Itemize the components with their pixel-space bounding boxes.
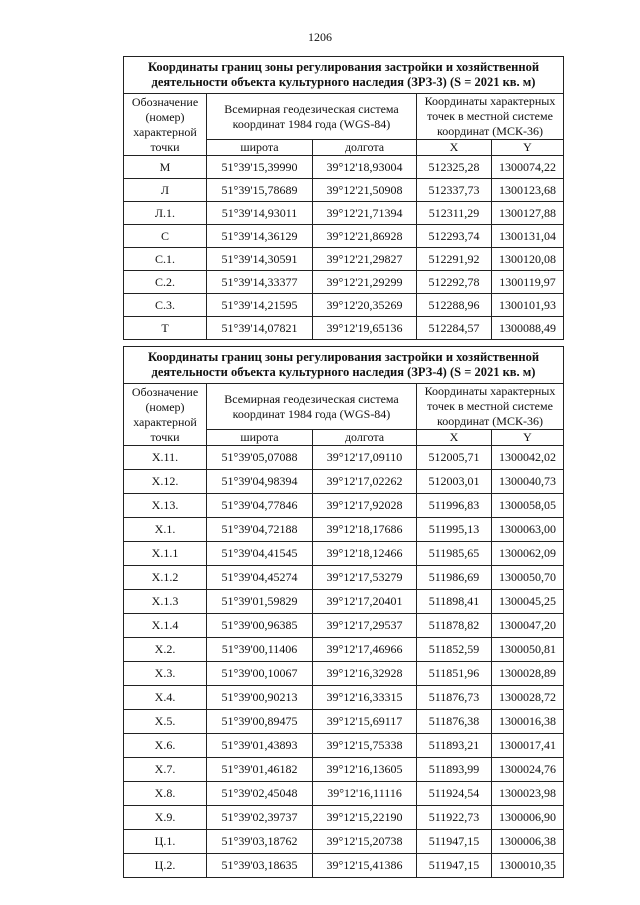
longitude-cell: 39°12'18,93004 [313,156,417,179]
latitude-cell: 51°39'14,30591 [207,248,313,271]
point-id-cell: Х.5. [124,710,207,734]
x-coordinate-cell: 512291,92 [417,248,492,271]
longitude-cell: 39°12'21,29827 [313,248,417,271]
table-row [124,758,564,782]
point-id-cell: С.3. [124,294,207,317]
point-id-cell: Х.1.3 [124,590,207,614]
y-coordinate-cell: 1300042,02 [492,446,564,470]
table-row [124,294,564,317]
point-id-cell: Х.6. [124,734,207,758]
point-id-cell: Х.1.1 [124,542,207,566]
longitude-column-header: долгота [313,430,417,446]
table-row [124,470,564,494]
longitude-column-header: долгота [313,140,417,156]
longitude-cell: 39°12'15,69117 [313,710,417,734]
x-coordinate-cell: 511986,69 [417,566,492,590]
longitude-cell: 39°12'20,35269 [313,294,417,317]
x-coordinate-cell: 512005,71 [417,446,492,470]
point-id-cell: Х.7. [124,758,207,782]
point-id-cell: Х.9. [124,806,207,830]
table-row [124,614,564,638]
table-row [124,854,564,878]
y-coordinate-cell: 1300063,00 [492,518,564,542]
table-row [124,806,564,830]
x-coordinate-cell: 511985,65 [417,542,492,566]
table-row [124,225,564,248]
latitude-cell: 51°39'03,18762 [207,830,313,854]
latitude-cell: 51°39'05,07088 [207,446,313,470]
table-title: Координаты границ зоны регулирования застройки и хозяйственной деятельности объекта культурного наследия (ЗРЗ-4) (S = 2021 кв. м) [124,347,564,384]
x-coordinate-cell: 512325,28 [417,156,492,179]
y-coordinate-cell: 1300006,38 [492,830,564,854]
x-coordinate-cell: 511893,21 [417,734,492,758]
table-row [124,179,564,202]
x-coordinate-cell: 512293,74 [417,225,492,248]
x-coordinate-cell: 511947,15 [417,830,492,854]
y-coordinate-cell: 1300028,72 [492,686,564,710]
table-row [124,686,564,710]
local-column-header: Координаты характерных точек в местной системе координат (МСК-36) [417,384,564,430]
x-column-header: X [417,430,492,446]
y-coordinate-cell: 1300120,08 [492,248,564,271]
local-column-header: Координаты характерных точек в местной системе координат (МСК-36) [417,94,564,140]
point-id-cell: Х.3. [124,662,207,686]
coordinates-table-zrz4 [123,346,564,878]
latitude-cell: 51°39'04,45274 [207,566,313,590]
longitude-cell: 39°12'17,09110 [313,446,417,470]
point-column-header: Обозначение (номер) характерной точки [124,384,207,446]
longitude-cell: 39°12'21,71394 [313,202,417,225]
y-coordinate-cell: 1300123,68 [492,179,564,202]
point-id-cell: С [124,225,207,248]
point-id-cell: Т [124,317,207,340]
latitude-cell: 51°39'04,72188 [207,518,313,542]
point-id-cell: Х.1.2 [124,566,207,590]
point-id-cell: Х.2. [124,638,207,662]
x-column-header: X [417,140,492,156]
y-coordinate-cell: 1300017,41 [492,734,564,758]
latitude-cell: 51°39'00,96385 [207,614,313,638]
y-coordinate-cell: 1300047,20 [492,614,564,638]
longitude-cell: 39°12'17,20401 [313,590,417,614]
latitude-cell: 51°39'00,89475 [207,710,313,734]
point-id-cell: Ц.1. [124,830,207,854]
x-coordinate-cell: 512284,57 [417,317,492,340]
table-row [124,542,564,566]
point-id-cell: Х.12. [124,470,207,494]
y-coordinate-cell: 1300023,98 [492,782,564,806]
table-row [124,271,564,294]
longitude-cell: 39°12'15,22190 [313,806,417,830]
table-row [124,317,564,340]
latitude-cell: 51°39'00,90213 [207,686,313,710]
longitude-cell: 39°12'17,53279 [313,566,417,590]
x-coordinate-cell: 511893,99 [417,758,492,782]
longitude-cell: 39°12'19,65136 [313,317,417,340]
latitude-cell: 51°39'00,10067 [207,662,313,686]
y-coordinate-cell: 1300006,90 [492,806,564,830]
table-row [124,662,564,686]
x-coordinate-cell: 511898,41 [417,590,492,614]
table-row [124,494,564,518]
latitude-cell: 51°39'14,07821 [207,317,313,340]
point-id-cell: Ц.2. [124,854,207,878]
longitude-cell: 39°12'17,92028 [313,494,417,518]
latitude-cell: 51°39'03,18635 [207,854,313,878]
longitude-cell: 39°12'15,75338 [313,734,417,758]
y-coordinate-cell: 1300050,70 [492,566,564,590]
y-coordinate-cell: 1300050,81 [492,638,564,662]
wgs-column-header: Всемирная геодезическая система координат 1984 года (WGS-84) [207,94,417,140]
longitude-cell: 39°12'21,50908 [313,179,417,202]
x-coordinate-cell: 511995,13 [417,518,492,542]
x-coordinate-cell: 511996,83 [417,494,492,518]
longitude-cell: 39°12'16,33315 [313,686,417,710]
point-id-cell: Х.1.4 [124,614,207,638]
x-coordinate-cell: 511878,82 [417,614,492,638]
x-coordinate-cell: 512292,78 [417,271,492,294]
table-row [124,734,564,758]
table-row [124,248,564,271]
point-id-cell: С.2. [124,271,207,294]
latitude-cell: 51°39'04,98394 [207,470,313,494]
point-id-cell: Х.11. [124,446,207,470]
y-coordinate-cell: 1300040,73 [492,470,564,494]
x-coordinate-cell: 512003,01 [417,470,492,494]
page-number: 1206 [308,30,332,44]
latitude-cell: 51°39'15,78689 [207,179,313,202]
table-row [124,710,564,734]
y-coordinate-cell: 1300058,05 [492,494,564,518]
point-id-cell: Х.8. [124,782,207,806]
longitude-cell: 39°12'17,46966 [313,638,417,662]
x-coordinate-cell: 511876,73 [417,686,492,710]
x-coordinate-cell: 511876,38 [417,710,492,734]
x-coordinate-cell: 512337,73 [417,179,492,202]
latitude-cell: 51°39'04,77846 [207,494,313,518]
y-coordinate-cell: 1300074,22 [492,156,564,179]
y-coordinate-cell: 1300016,38 [492,710,564,734]
latitude-cell: 51°39'15,39990 [207,156,313,179]
longitude-cell: 39°12'15,20738 [313,830,417,854]
y-column-header: Y [492,140,564,156]
longitude-cell: 39°12'15,41386 [313,854,417,878]
longitude-cell: 39°12'21,29299 [313,271,417,294]
y-coordinate-cell: 1300062,09 [492,542,564,566]
longitude-cell: 39°12'16,11116 [313,782,417,806]
y-coordinate-cell: 1300127,88 [492,202,564,225]
point-id-cell: Х.4. [124,686,207,710]
latitude-cell: 51°39'02,45048 [207,782,313,806]
x-coordinate-cell: 512288,96 [417,294,492,317]
table-row [124,446,564,470]
latitude-cell: 51°39'01,46182 [207,758,313,782]
coordinates-table-zrz3 [123,56,564,340]
table-row [124,638,564,662]
table-row [124,782,564,806]
table-row [124,518,564,542]
y-coordinate-cell: 1300045,25 [492,590,564,614]
x-coordinate-cell: 511947,15 [417,854,492,878]
latitude-cell: 51°39'14,21595 [207,294,313,317]
table-row [124,156,564,179]
table-row [124,830,564,854]
latitude-cell: 51°39'00,11406 [207,638,313,662]
y-coordinate-cell: 1300101,93 [492,294,564,317]
longitude-cell: 39°12'16,32928 [313,662,417,686]
longitude-cell: 39°12'18,17686 [313,518,417,542]
x-coordinate-cell: 511922,73 [417,806,492,830]
table-title: Координаты границ зоны регулирования застройки и хозяйственной деятельности объекта культурного наследия (ЗРЗ-3) (S = 2021 кв. м) [124,57,564,94]
longitude-cell: 39°12'17,29537 [313,614,417,638]
table-row [124,590,564,614]
x-coordinate-cell: 511924,54 [417,782,492,806]
point-id-cell: Л [124,179,207,202]
latitude-cell: 51°39'14,33377 [207,271,313,294]
latitude-column-header: широта [207,140,313,156]
longitude-cell: 39°12'18,12466 [313,542,417,566]
latitude-cell: 51°39'14,93011 [207,202,313,225]
latitude-column-header: широта [207,430,313,446]
point-column-header: Обозначение (номер) характерной точки [124,94,207,156]
latitude-cell: 51°39'01,43893 [207,734,313,758]
point-id-cell: Л.1. [124,202,207,225]
point-id-cell: Х.1. [124,518,207,542]
longitude-cell: 39°12'17,02262 [313,470,417,494]
longitude-cell: 39°12'21,86928 [313,225,417,248]
y-coordinate-cell: 1300088,49 [492,317,564,340]
point-id-cell: М [124,156,207,179]
table-row [124,202,564,225]
table-row [124,566,564,590]
point-id-cell: Х.13. [124,494,207,518]
latitude-cell: 51°39'14,36129 [207,225,313,248]
x-coordinate-cell: 511852,59 [417,638,492,662]
point-id-cell: С.1. [124,248,207,271]
x-coordinate-cell: 511851,96 [417,662,492,686]
y-coordinate-cell: 1300028,89 [492,662,564,686]
y-column-header: Y [492,430,564,446]
x-coordinate-cell: 512311,29 [417,202,492,225]
latitude-cell: 51°39'02,39737 [207,806,313,830]
longitude-cell: 39°12'16,13605 [313,758,417,782]
y-coordinate-cell: 1300119,97 [492,271,564,294]
latitude-cell: 51°39'01,59829 [207,590,313,614]
latitude-cell: 51°39'04,41545 [207,542,313,566]
y-coordinate-cell: 1300131,04 [492,225,564,248]
wgs-column-header: Всемирная геодезическая система координат 1984 года (WGS-84) [207,384,417,430]
y-coordinate-cell: 1300024,76 [492,758,564,782]
y-coordinate-cell: 1300010,35 [492,854,564,878]
